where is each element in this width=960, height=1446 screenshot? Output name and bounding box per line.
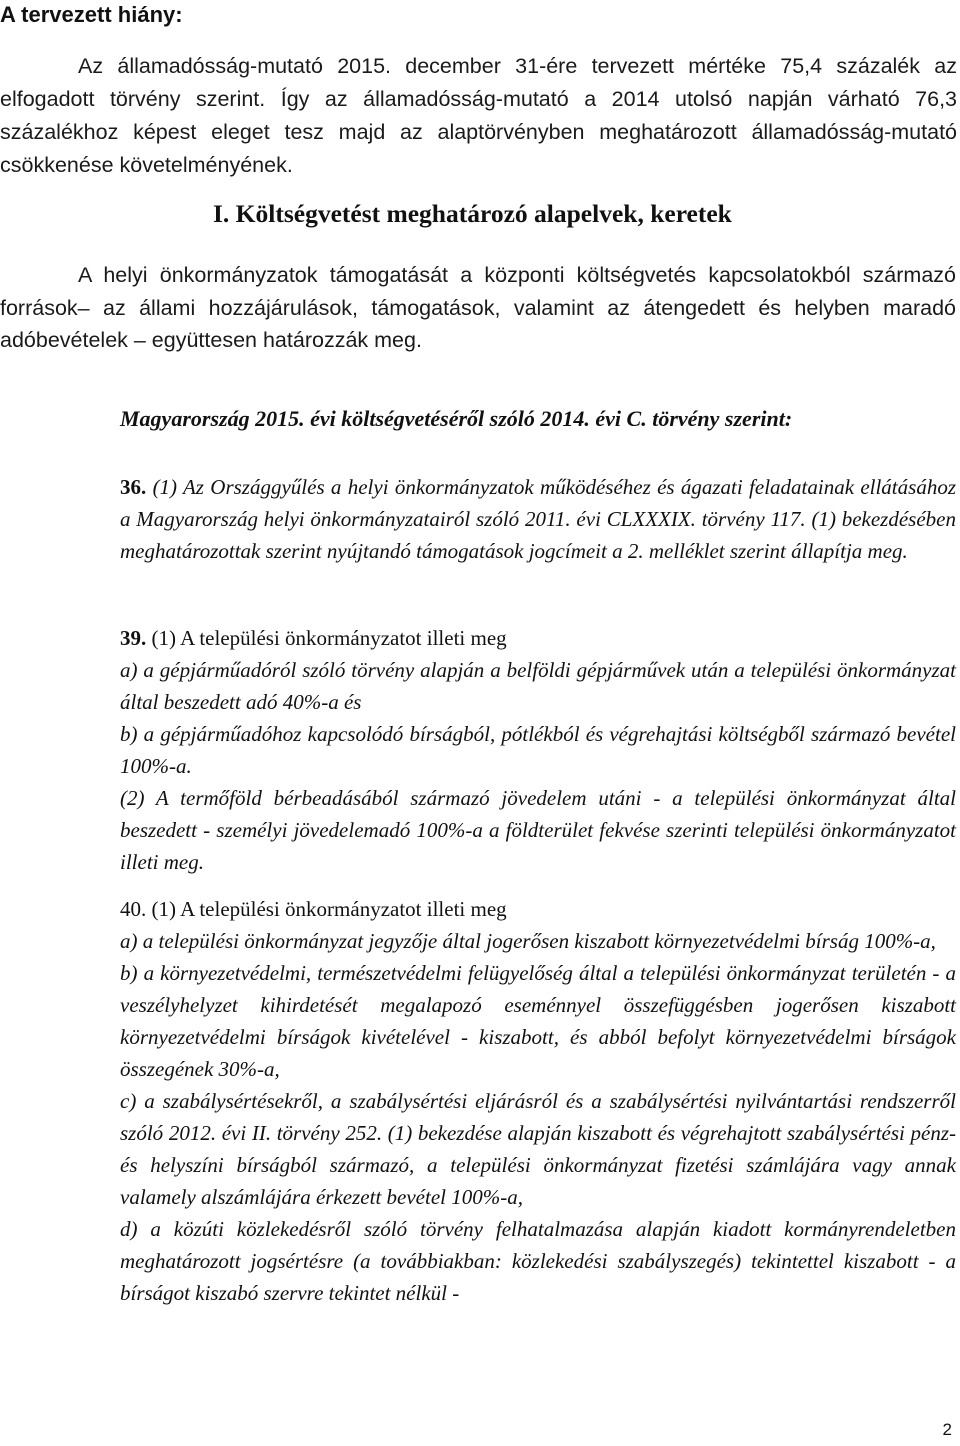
section-39-para-2: (2) A termőföld bérbeadásából származó jövedelem utáni - a települési önkormányzat által beszedett - személyi jövedelemadó 100%-a a földterület fekvése szerinti települési önkormányzatot illeti meg. (120, 786, 956, 874)
intro-paragraph: A helyi önkormányzatok támogatását a központi költségvetés kapcsolatokból származó források– az állami hozzájárulások, támogatások, valamint az átengedett és helyben maradó adóbevételek – együttesen határozzák meg. (0, 263, 956, 352)
section-36 (120, 471, 956, 567)
chapter-heading: I. Költségvetést meghatározó alapelvek, keretek (213, 199, 732, 228)
section-40-item-c: c) a szabálysértésekről, a szabálysértési eljárásról és a szabálysértési nyilvántartási rendszerről szóló 2012. évi II. törvény 252. (1) bekezdése alapján kiszabott és végrehajtott szabálysértési pénz- és helyszíni bírságból származó, a települési önkormányzat fizetési számlájára vagy annak valamely alszámlájára érkezett bevétel 100%-a, (120, 1089, 956, 1209)
law-heading: Magyarország 2015. évi költségvetéséről szóló 2014. évi C. törvény szerint: (120, 406, 793, 431)
section-39-number: 39. (120, 626, 147, 650)
section-39-head: (1) A települési önkormányzatot illeti meg (151, 626, 507, 650)
deficit-paragraph: Az államadósság-mutató 2015. december 31-ére tervezett mértéke 75,4 százalék az elfogadott törvény szerint. Így az államadósság-mutató a 2014 utolsó napján várható 76,3 százalékhoz képest eleget tesz majd az alaptörvényben meghatározott államadósság-mutató csökkenése követelményének. (0, 54, 957, 177)
section-39-item-b: b) a gépjárműadóhoz kapcsolódó bírságból, pótlékból és végrehajtási költségből származó bevétel 100%-a. (120, 722, 956, 778)
section-40-head: (1) A települési önkormányzatot illeti meg (151, 897, 507, 921)
section-40-number: 40. (120, 897, 147, 921)
section-40-item-b: b) a környezetvédelmi, természetvédelmi felügyelőség által a települési önkormányzat területén - a veszélyhelyzet kihirdetését megalapozó eseménnyel összefüggésben jogerősen kiszabott környezetvédelmi bírságok kivételével - kiszabott, és abból befolyt környezetvédelmi bírságok összegének 30%-a, (120, 961, 956, 1081)
section-40-item-a: a) a települési önkormányzat jegyzője által jogerősen kiszabott környezetvédelmi bírság 100%-a, (120, 929, 936, 953)
page-number: 2 (942, 1420, 952, 1439)
section-40 (120, 893, 956, 1309)
section-40-item-d: d) a közúti közlekedésről szóló törvény felhatalmazása alapján kiadott kormányrendeletben meghatározott jogsértésre (a továbbiakban: közlekedési szabályszegés) tekintettel kiszabott - a bírságot kiszabó szervre tekintet nélkül - (120, 1217, 956, 1305)
section-36-text: (1) Az Országgyűlés a helyi önkormányzatok működéséhez és ágazati feladatainak ellátásához a Magyarország helyi önkormányzatairól szóló 2011. évi CLXXXIX. törvény 117. (1) bekezdésében meghatározottak szerint nyújtandó támogatások jogcímeit a 2. melléklet szerint állapítja meg. (120, 475, 956, 563)
section-heading: A tervezett hiány: (0, 2, 183, 27)
section-39-item-a: a) a gépjárműadóról szóló törvény alapján a belföldi gépjárművek után a települési önkormányzat által beszedett adó 40%-a és (120, 658, 956, 714)
section-39 (120, 622, 956, 878)
section-36-number: 36. (120, 475, 147, 499)
